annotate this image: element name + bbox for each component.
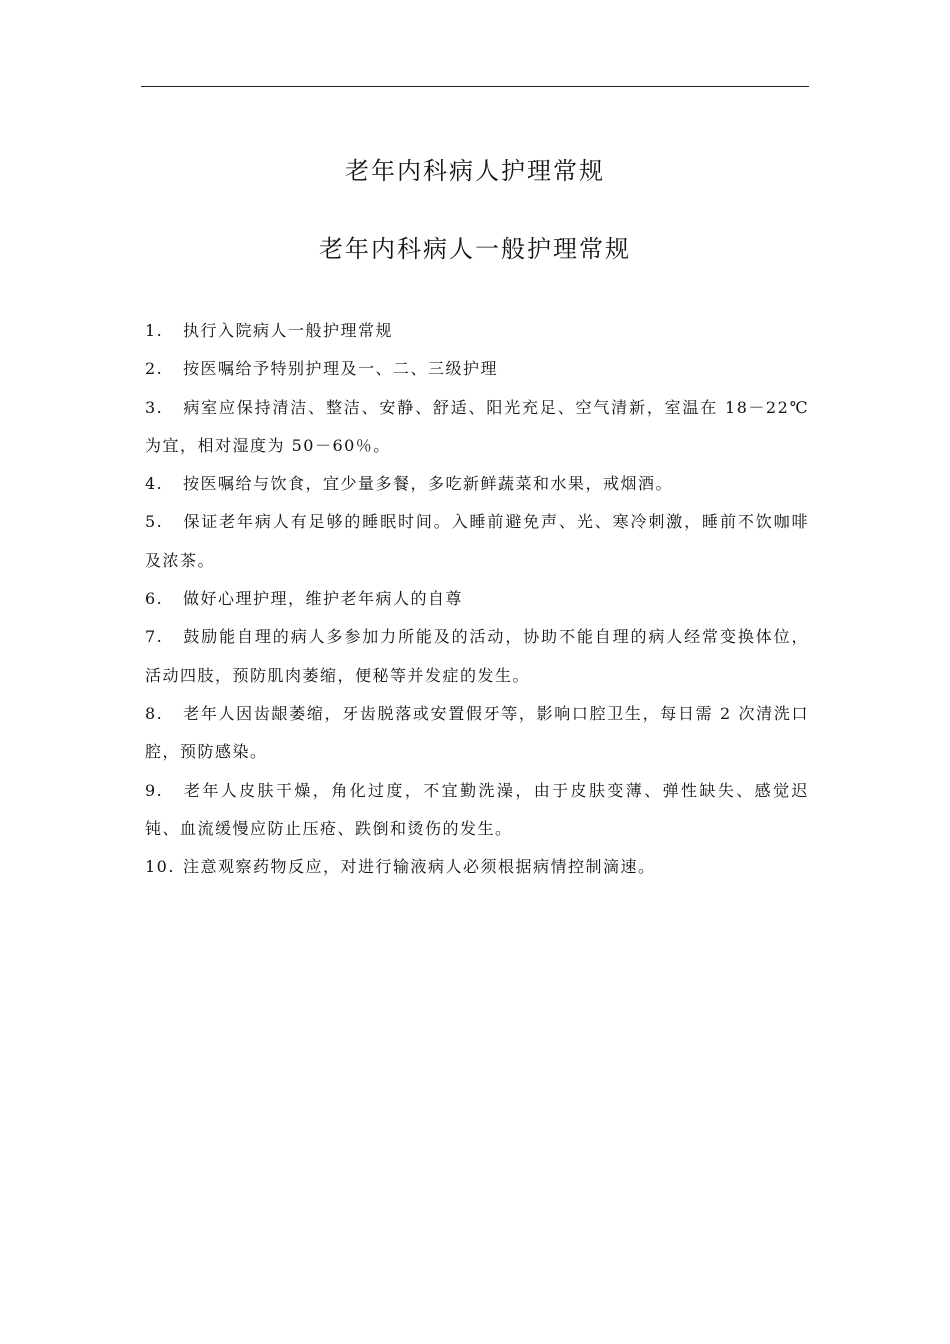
item-number: 2. xyxy=(145,359,164,379)
item-text: 注意观察药物反应，对进行输液病人必须根据病情控制滴速。 xyxy=(183,857,656,877)
list-item xyxy=(145,350,809,388)
item-number: 3. xyxy=(145,397,164,417)
item-number: 4. xyxy=(145,474,164,494)
item-number: 7. xyxy=(145,627,164,647)
item-text: 病室应保持清洁、整洁、安静、舒适、阳光充足、空气清新，室温在 18－22℃为宜，相对湿度为 50－60％。 xyxy=(145,397,809,455)
list-item xyxy=(145,580,809,618)
document-subtitle: 老年内科病人一般护理常规 xyxy=(319,235,631,263)
item-text: 按医嘱给与饮食，宜少量多餐，多吃新鲜蔬菜和水果，戒烟酒。 xyxy=(183,474,674,494)
list-item xyxy=(145,772,809,849)
item-number: 6. xyxy=(145,589,164,609)
document-title: 老年内科病人护理常规 xyxy=(345,157,605,185)
item-number: 9. xyxy=(145,780,164,800)
item-text: 按医嘱给予特别护理及一、二、三级护理 xyxy=(183,359,499,379)
item-text: 老年人因齿龈萎缩，牙齿脱落或安置假牙等，影响口腔卫生，每日需 2 次清洗口腔，预防感染。 xyxy=(145,703,809,762)
item-text: 做好心理护理，维护老年病人的自尊 xyxy=(183,589,464,609)
item-number: 10. xyxy=(145,857,175,877)
item-text: 执行入院病人一般护理常规 xyxy=(183,321,394,340)
list-item xyxy=(145,312,809,350)
list-item xyxy=(145,389,809,466)
list-item xyxy=(145,503,809,580)
list-item xyxy=(145,465,809,503)
item-text: 鼓励能自理的病人多参加力所能及的活动，协助不能自理的病人经常变换体位，活动四肢，预防肌肉萎缩，便秘等并发症的发生。 xyxy=(145,627,809,685)
item-number: 1. xyxy=(145,321,164,340)
list-item xyxy=(145,618,809,695)
header-rule xyxy=(141,86,809,87)
list-item xyxy=(145,695,809,772)
item-number: 8. xyxy=(145,703,164,723)
item-number: 5. xyxy=(145,512,164,532)
item-text: 老年人皮肤干燥，角化过度，不宜勤洗澡，由于皮肤变薄、弹性缺失、感觉迟钝、血流缓慢应防止压疮、跌倒和烫伤的发生。 xyxy=(145,780,809,838)
item-text: 保证老年病人有足够的睡眠时间。入睡前避免声、光、寒冷刺激，睡前不饮咖啡及浓茶。 xyxy=(145,512,809,570)
care-items-list xyxy=(145,312,809,886)
list-item xyxy=(145,848,809,886)
